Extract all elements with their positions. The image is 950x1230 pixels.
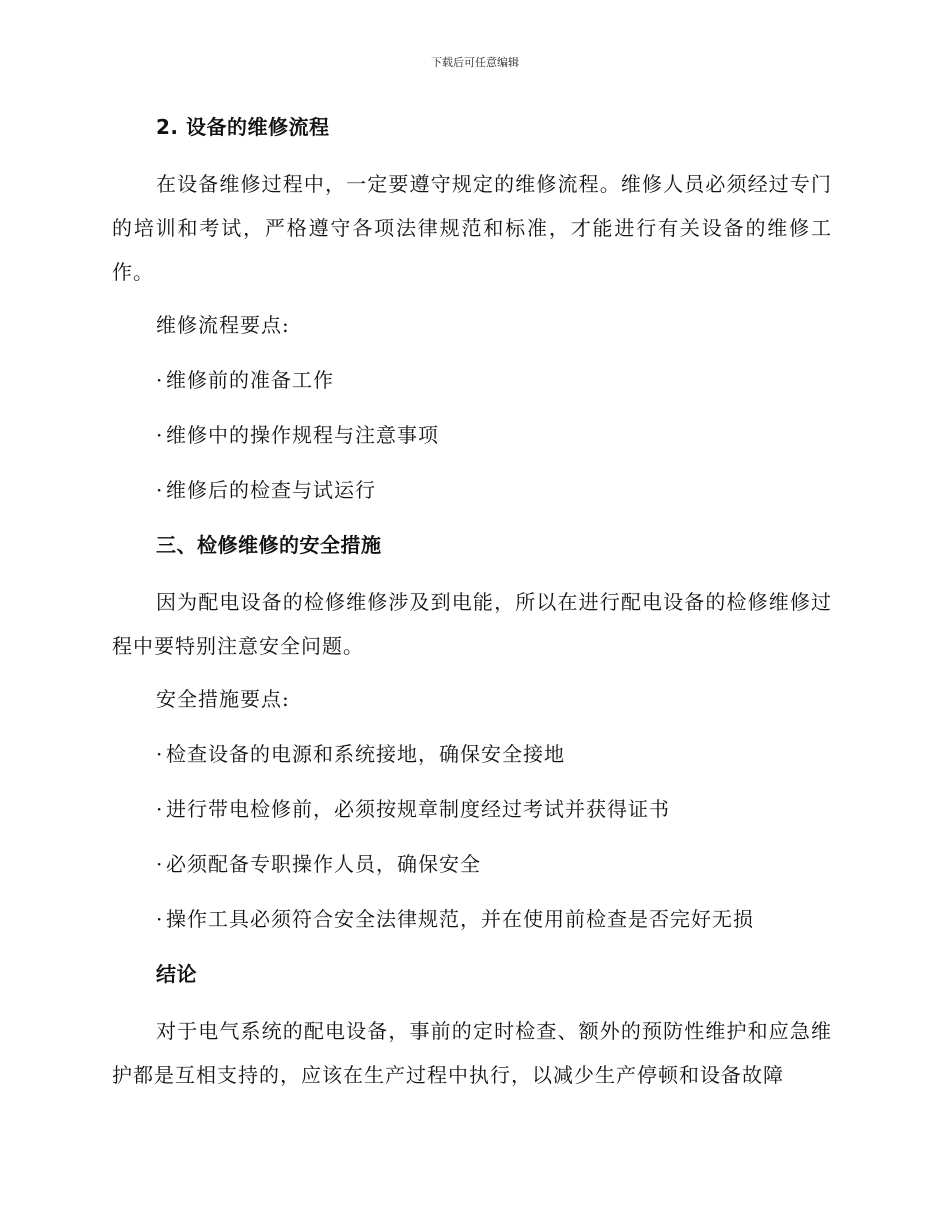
bullet-dot: ·: [156, 423, 164, 447]
bullet-text: 进行带电检修前，必须按规章制度经过考试并获得证书: [166, 797, 670, 821]
section-heading-conclusion: 结论: [156, 962, 197, 986]
bullet-item: [112, 361, 832, 399]
bullet-dot: ·: [156, 742, 164, 766]
bullet-item: [112, 900, 832, 938]
label-safety-key-points: 安全措施要点:: [156, 687, 290, 711]
section-heading-maintenance-process: 2. 设备的维修流程: [156, 115, 330, 139]
bullet-text: 操作工具必须符合安全法律规范，并在使用前检查是否完好无损: [166, 907, 754, 931]
bullet-item: [112, 845, 832, 883]
bullet-item: [112, 735, 832, 773]
bullet-dot: ·: [156, 852, 164, 876]
bullet-item: [112, 790, 832, 828]
bullet-dot: ·: [156, 907, 164, 931]
bullet-text: 维修后的检查与试运行: [166, 478, 376, 502]
section-heading-safety-measures: 三、检修维修的安全措施: [156, 533, 382, 557]
bullet-item: [112, 471, 832, 509]
paragraph-conclusion: 对于电气系统的配电设备，事前的定时检查、额外的预防性维护和应急维护都是互相支持的，应该在生产过程中执行，以减少生产停顿和设备故障: [112, 1019, 832, 1087]
bullet-item: [112, 416, 832, 454]
label-process-key-points: 维修流程要点:: [156, 313, 290, 337]
bullet-text: 必须配备专职操作人员，确保安全: [166, 852, 481, 876]
paragraph-maintenance-process: 在设备维修过程中，一定要遵守规定的维修流程。维修人员必须经过专门的培训和考试，严格遵守各项法律规范和标准，才能进行有关设备的维修工作。: [112, 172, 832, 284]
bullet-dot: ·: [156, 478, 164, 502]
bullet-text: 维修前的准备工作: [166, 368, 334, 392]
bullet-dot: ·: [156, 368, 164, 392]
document-body: [112, 108, 832, 1109]
bullet-dot: ·: [156, 797, 164, 821]
paragraph-safety-measures: 因为配电设备的检修维修涉及到电能，所以在进行配电设备的检修维修过程中要特别注意安全问题。: [112, 590, 832, 658]
header-note: 下载后可任意编辑: [431, 56, 519, 69]
bullet-text: 检查设备的电源和系统接地，确保安全接地: [166, 742, 565, 766]
bullet-text: 维修中的操作规程与注意事项: [166, 423, 439, 447]
